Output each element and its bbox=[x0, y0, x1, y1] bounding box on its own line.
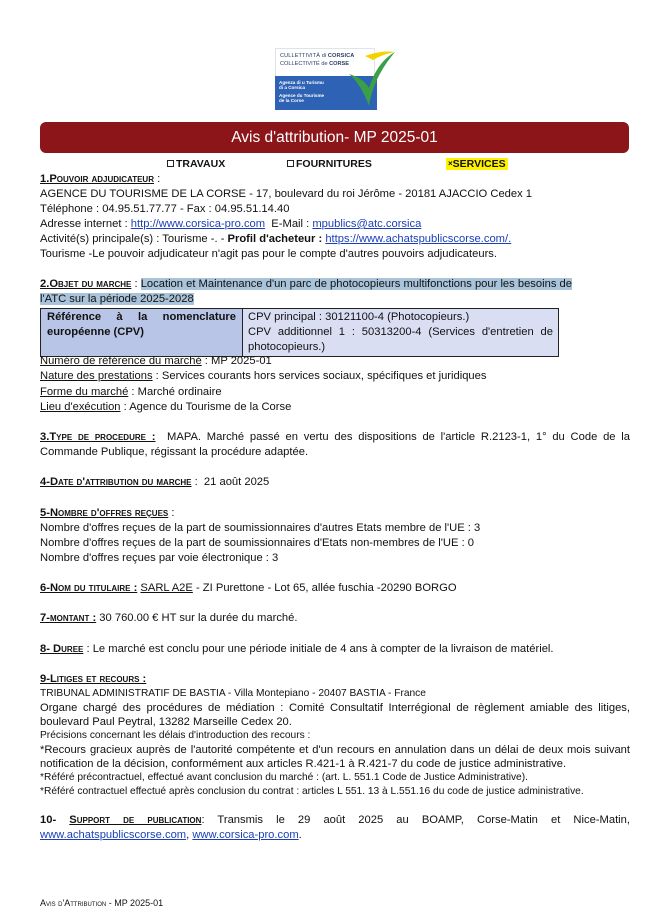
tribunal-address: TRIBUNAL ADMINISTRATIF DE BASTIA - Villa Montepiano - 20407 BASTIA - France bbox=[40, 688, 426, 699]
section-10-publication: 10- Support de publication: Transmis le 29 août 2025 au BOAMP, Corse-Matin et Nice-Matin, bbox=[40, 814, 630, 826]
field-lieu-execution: Lieu d'exécution : Agence du Tourisme de la Corse bbox=[40, 401, 292, 413]
buyer-profile-link[interactable]: https://www.achatspublicscorse.com/. bbox=[325, 233, 512, 245]
logo-agency-corsican: Agenza di u Turismu di a Corsica bbox=[279, 80, 324, 91]
page-title: Avis d'attribution- MP 2025-01 bbox=[231, 129, 438, 146]
field-reference-number: Numéro de référence du marché : MP 2025-01 bbox=[40, 355, 272, 367]
checkbox-services[interactable]: ×SERVICES bbox=[448, 158, 506, 170]
contract-type-options bbox=[0, 158, 670, 172]
achatspublics-link[interactable]: www.achatspublicscorse.com bbox=[40, 829, 187, 841]
offers-eu-members: Nombre d'offres reçues de la part de soumissionnaires d'autres Etats membre de l'UE : 3 bbox=[40, 522, 481, 534]
offers-non-eu: Nombre d'offres reçues de la part de soumissionnaires d'Etats non-membres de l'UE : 0 bbox=[40, 537, 475, 549]
section-9-heading: 9-Litiges et recours : bbox=[40, 673, 147, 685]
cpv-value-cell: CPV principal : 30121100-4 (Photocopieurs.) CPV additionnel 1 : 50313200-4 (Services d'entretien de photocopieurs.) bbox=[248, 311, 553, 353]
page-footer: Avis d'Attribution - MP 2025-01 bbox=[40, 898, 164, 908]
section-3-procedure: 3.Type de procedure : MAPA. Marché passé en vertu des dispositions de l'article R.2123-1, 1° du Code de la Commande Publique, régissant la procédure adaptée. bbox=[40, 431, 634, 458]
section-5-heading: 5-Nombre d'offres reçues : bbox=[40, 507, 175, 519]
email-link[interactable]: mpublics@atc.corsica bbox=[312, 218, 422, 230]
buyer-address: AGENCE DU TOURISME DE LA CORSE - 17, boulevard du roi Jérôme - 20181 AJACCIO Cedex 1 bbox=[40, 188, 533, 200]
checked-x-icon: × bbox=[448, 159, 453, 168]
field-forme-marche: Forme du marché : Marché ordinaire bbox=[40, 386, 222, 398]
checkbox-travaux[interactable]: TRAVAUX bbox=[167, 158, 225, 170]
refere-precontractuel: *Référé précontractuel, effectué avant conclusion du marché : (art. L. 551.1 Code de Justice Administrative). bbox=[40, 772, 528, 783]
field-nature-prestations: Nature des prestations : Services courants hors services sociaux, spécifiques et juridiques bbox=[40, 370, 487, 382]
mediation-body: Organe chargé des procédures de médiation : Comité Consultatif Interrégional de règlement amiable des litiges, boulevard Paul Peytral, 13282 Marseille Cedex 20. bbox=[40, 702, 630, 728]
recours-gracieux: *Recours gracieux auprès de l'autorité compétente et d'un recours en annulation dans un délai de deux mois suivant notification de la décision, conformément aux articles R.421-1 à R.421-7 du code de justice administrative. bbox=[40, 744, 630, 770]
cpv-additional: CPV additionnel 1 : 50313200-4 (Services d'entretien de bbox=[248, 326, 553, 338]
recours-precisions: Précisions concernant les délais d'introduction des recours : bbox=[40, 730, 311, 741]
buyer-note: Tourisme -Le pouvoir adjudicateur n'agit pas pour le compte d'autres pouvoirs adjudicateurs. bbox=[40, 248, 497, 260]
checkbox-fournitures[interactable]: FOURNITURES bbox=[287, 158, 372, 170]
section-4-date: 4-Date d'attribution du marche : 21 août 2025 bbox=[40, 476, 270, 488]
website-link[interactable]: http://www.corsica-pro.com bbox=[130, 218, 266, 230]
page-title-banner bbox=[40, 122, 629, 153]
cpv-table bbox=[40, 308, 559, 357]
section-8-duree: 8- Duree : Le marché est conclu pour une période initiale de 4 ans à compter de la livraison de matériel. bbox=[40, 643, 554, 655]
collectivite-de-corse-logo bbox=[275, 48, 397, 111]
logo-line-corse: COLLECTIVITÉ de CORSE bbox=[280, 61, 350, 67]
contract-object: Location et Maintenance d'un parc de photocopieurs multifonctions pour les besoins de bbox=[140, 278, 572, 290]
logo-check-swoosh-icon bbox=[343, 48, 397, 110]
titulaire-name: SARL A2E bbox=[140, 582, 193, 594]
refere-contractuel: *Référé contractuel effectué après conclusion du contrat : articles L 551. 13 à L.551.16 du code de justice administrative. bbox=[40, 786, 584, 797]
contract-object-cont: l'ATC sur la période 2025-2028 bbox=[40, 293, 194, 305]
section-7-montant: 7-montant : 30 760.00 € HT sur la durée du marché. bbox=[40, 612, 298, 624]
buyer-web-email: Adresse internet : http://www.corsica-pro.com E-Mail : mpublics@atc.corsica bbox=[40, 218, 422, 230]
publication-links: www.achatspublicscorse.com, www.corsica-pro.com. bbox=[40, 829, 302, 841]
offers-electronic: Nombre d'offres reçues par voie électronique : 3 bbox=[40, 552, 279, 564]
unchecked-box-icon bbox=[287, 160, 294, 167]
logo-line-corsica: CULLETTIVITÀ di CORSICA bbox=[280, 53, 355, 59]
cpv-principal: CPV principal : 30121100-4 (Photocopieurs.) bbox=[248, 311, 470, 323]
buyer-activity: Activité(s) principale(s) : Tourisme -. - Profil d'acheteur : https://www.achatspublicscorse.com/. bbox=[40, 233, 512, 245]
corsica-pro-link[interactable]: www.corsica-pro.com bbox=[192, 829, 299, 841]
buyer-phone-fax: Téléphone : 04.95.51.77.77 - Fax : 04.95.51.14.40 bbox=[40, 203, 290, 215]
section-6-titulaire: 6-Nom du titulaire : SARL A2E - ZI Purettone - Lot 65, allée fuschia -20290 BORGO bbox=[40, 582, 457, 594]
unchecked-box-icon bbox=[167, 160, 174, 167]
section-2-heading: 2.Objet du marche : Location et Maintenance d'un parc de photocopieurs multifonctions pour les besoins de bbox=[40, 278, 572, 290]
section-1-heading: 1.Pouvoir adjudicateur : bbox=[40, 173, 161, 185]
cpv-label-cell: Référence à la nomenclature européenne (CPV) bbox=[41, 309, 243, 356]
logo-agency-french: Agence du Tourisme de la Corse bbox=[279, 93, 325, 104]
